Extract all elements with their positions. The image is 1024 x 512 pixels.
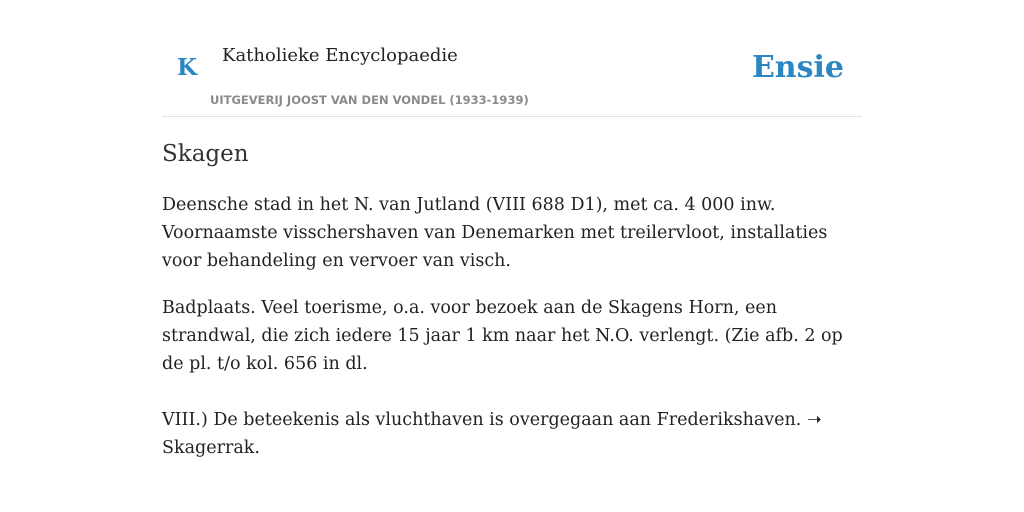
article-paragraph: Badplaats. Veel toerisme, o.a. voor bezoek aan de Skagens Horn, een strandwal, die zich iedere 15 jaar 1 km naar het N.O. verlengt. (Zie afb. 2 op de pl. t/o kol. 656 in dl. [162, 298, 843, 374]
site-header [162, 0, 862, 117]
skagerrak-link-label: Skagerrak [162, 438, 255, 458]
article-paragraph-last [162, 406, 862, 462]
article [162, 138, 862, 462]
article-title: Skagen [162, 141, 249, 167]
article-paragraph: Deensche stad in het N. van Jutland (VIII 688 D1), met ca. 4 000 inw. Voornaamste visschershaven van Denemarken met treilervloot, installaties voor behandeling en vervoer van visch. [162, 195, 828, 271]
arrow-right-icon: ➝ [806, 410, 822, 430]
paragraph-text: VIII.) De beteekenis als vluchthaven is overgegaan aan Frederikshaven. [162, 410, 802, 430]
publisher-subtitle: UITGEVERIJ JOOST VAN DEN VONDEL (1933-1939) [210, 93, 529, 107]
encyclopedia-logo-icon[interactable]: K [177, 54, 197, 81]
ensie-logo-link[interactable]: Ensie [751, 50, 844, 85]
encyclopedia-title[interactable]: Katholieke Encyclopaedie [222, 45, 458, 66]
sentence-end: . [254, 438, 260, 458]
